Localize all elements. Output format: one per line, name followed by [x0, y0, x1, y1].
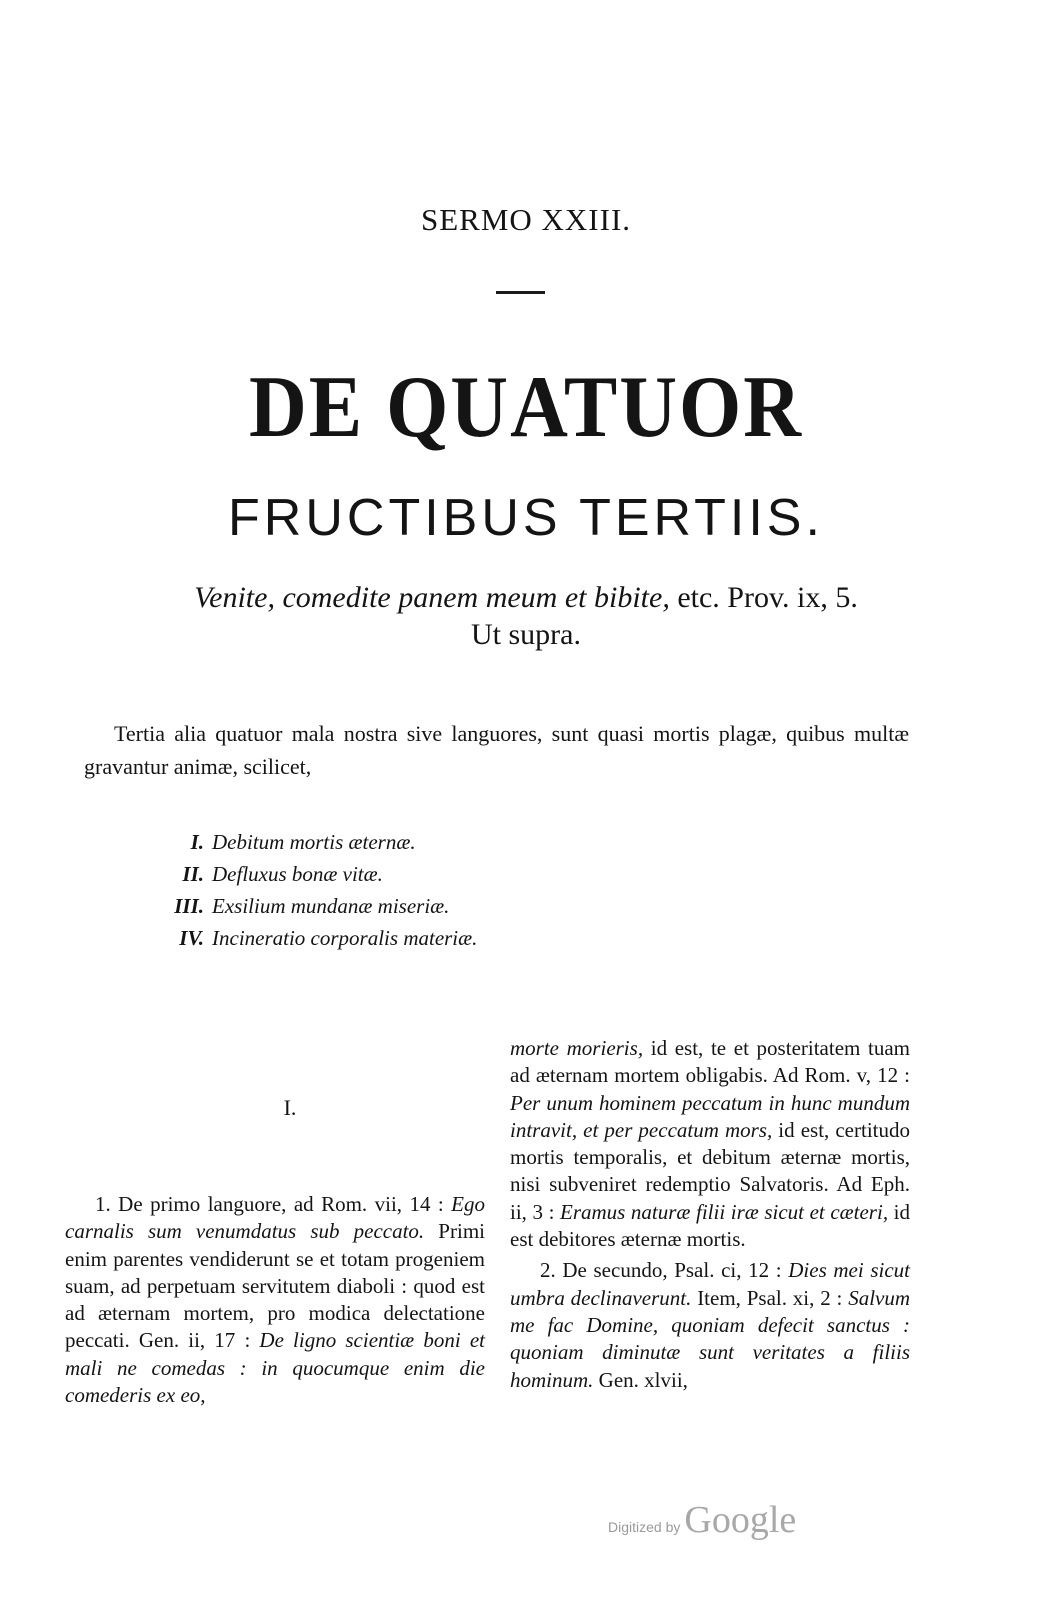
division-text: Defluxus bonæ vitæ. [212, 862, 383, 886]
text-run: id est, certitudo mortis temporalis, et debitum æternæ mortis, nisi subveniret redemptio Salvatoris. Ad Eph. ii, 3 : [510, 1117, 910, 1224]
divisions-list [160, 826, 477, 954]
google-logo: Google [684, 1499, 797, 1541]
division-item [160, 890, 477, 922]
division-text: Incineratio corporalis materiæ. [212, 926, 478, 950]
text-run-italic: Ego carnalis sum venumdatus sub peccato. [65, 1192, 485, 1244]
main-title: DE QUATUOR [248, 359, 804, 456]
text-run-italic: Dies mei sicut umbra declinaverunt. [510, 1258, 910, 1310]
title-rule [496, 291, 545, 294]
text-run: 2. De secundo, Psal. ci, 12 : [540, 1258, 789, 1283]
division-item [160, 858, 477, 890]
text-run: Item, Psal. xi, 2 : [691, 1285, 849, 1310]
text-run: id est, te et posteritatem tuam ad æternam mortem obligabis. Ad Rom. v, 12 : [510, 1036, 911, 1088]
epigraph-reference: etc. Prov. ix, 5. [677, 581, 858, 614]
division-text: Exsilium mundanæ miseriæ. [212, 894, 450, 918]
division-item [160, 826, 477, 858]
division-number: III. [174, 894, 204, 918]
epigraph-continuation: Ut supra. [471, 618, 581, 651]
division-text: Debitum mortis æternæ. [212, 830, 416, 854]
sub-title: FRUCTIBUS TERTIIS. [228, 489, 824, 547]
paragraph [65, 1191, 485, 1409]
division-number: I. [190, 830, 204, 854]
division-number: IV. [179, 926, 204, 950]
text-run-italic: Per unum hominem peccatum in hunc mundum intravit, et per peccatum mors, [510, 1090, 910, 1142]
left-column [65, 1191, 485, 1409]
text-run-italic: Eramus naturæ filii iræ sicut et cæteri, [560, 1199, 889, 1224]
digitized-watermark [608, 1498, 796, 1542]
paragraph [510, 1035, 910, 1253]
division-number: II. [182, 862, 204, 886]
epigraph-quote: Venite, comedite panem meum et bibite, [194, 581, 670, 614]
division-item [160, 922, 477, 954]
intro-paragraph: Tertia alia quatuor mala nostra sive languores, sunt quasi mortis plagæ, quibus multæ gravantur animæ, scilicet, [84, 721, 909, 779]
epigraph [0, 580, 1052, 616]
text-run: 1. De primo languore, ad Rom. vii, 14 : [95, 1192, 452, 1216]
watermark-digitized-text: Digitized by [608, 1519, 681, 1535]
text-run-italic: Salvum me fac Domine, quoniam defecit sanctus : quoniam diminutæ sunt veritates a filiis hominum. [510, 1285, 911, 1392]
section-numeral: I. [283, 1095, 297, 1120]
paragraph [510, 1257, 910, 1393]
text-run: id est debitores æternæ mortis. [510, 1199, 910, 1252]
text-run: Primi enim parentes vendiderunt se et totam progeniem suam, ad perpetuam servitutem diaboli : quod est ad æternam mortem, pro modica delectatione peccati. Gen. ii, 17 : [65, 1219, 485, 1353]
text-run-italic: De ligno scientiæ boni et mali ne comedas : in quocumque enim die comederis ex eo, [65, 1328, 485, 1408]
right-column [510, 1035, 910, 1394]
text-run: Gen. xlvii, [593, 1367, 688, 1392]
text-run-italic: morte morieris, [510, 1036, 644, 1060]
sermon-number: SERMO XXIII. [420, 202, 632, 237]
